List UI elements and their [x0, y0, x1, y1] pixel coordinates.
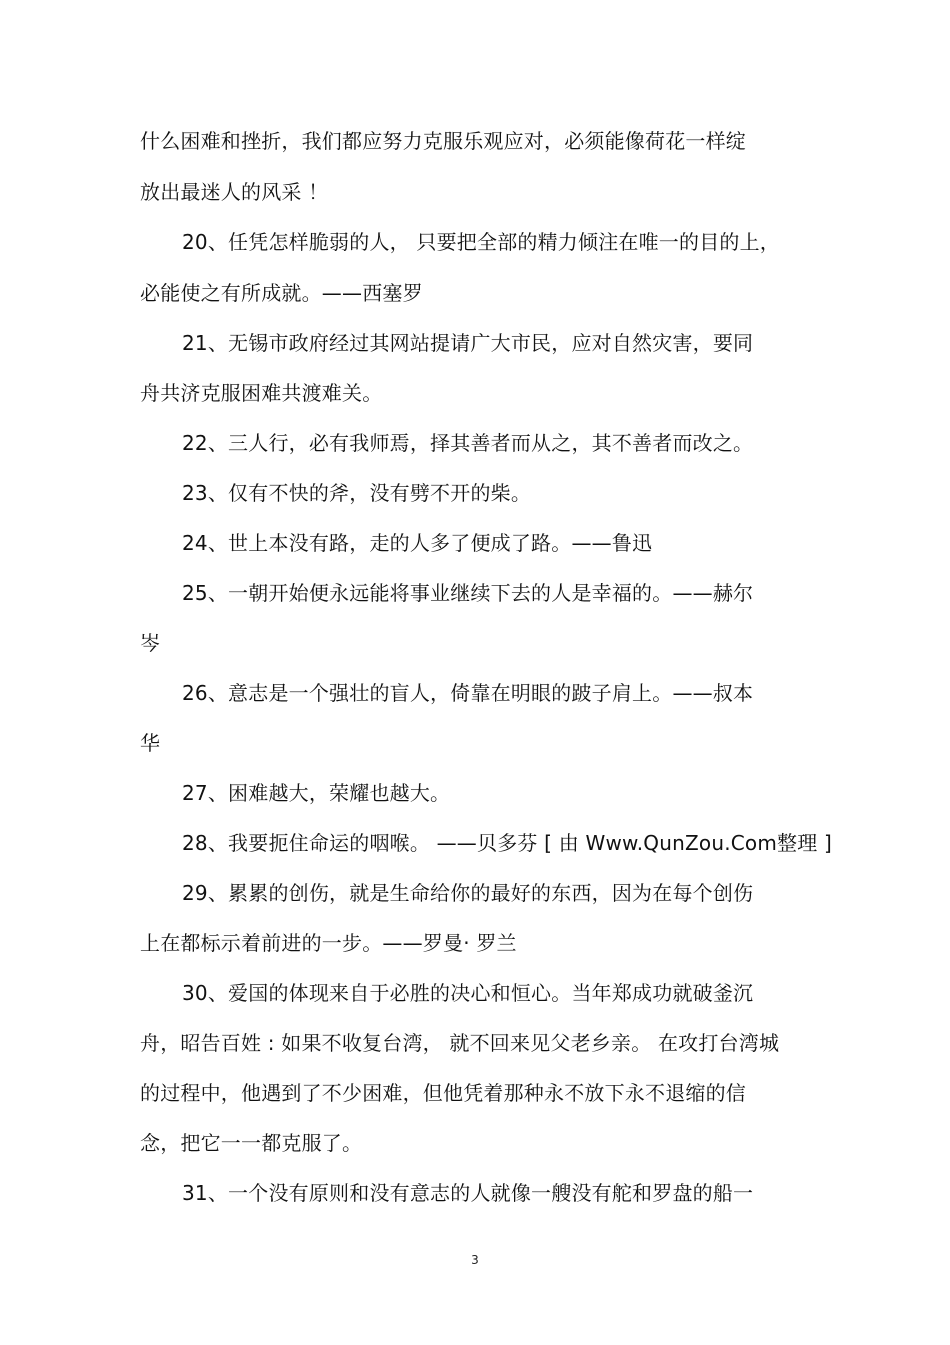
quote-30-line-3: 的过程中，他遇到了不少困难，但他凭着那种永不放下永不退缩的信	[140, 1081, 746, 1105]
quote-30-line-2: 舟，昭告百姓 : 如果不收复台湾， 就不回来见父老乡亲。 在攻打台湾城	[140, 1031, 780, 1055]
quote-30-line-4: 念，把它一一都克服了。	[140, 1131, 363, 1155]
quote-25-line-2: 岑	[140, 631, 161, 655]
quote-29-line-1: 29、累累的创伤，就是生命给你的最好的东西，因为在每个创伤	[182, 881, 754, 905]
quote-25-line-1: 25、一朝开始便永远能将事业继续下去的人是幸福的。——赫尔	[182, 581, 754, 605]
quote-26-line-2: 华	[140, 731, 161, 755]
quote-31-line-1: 31、一个没有原则和没有意志的人就像一艘没有舵和罗盘的船一	[182, 1181, 754, 1205]
quote-21-line-2: 舟共济克服困难共渡难关。	[140, 381, 383, 405]
text-line: 什么困难和挫折，我们都应努力克服乐观应对，必须能像荷花一样绽	[140, 129, 746, 153]
quote-22: 22、三人行，必有我师焉，择其善者而从之，其不善者而改之。	[182, 431, 754, 455]
quote-21-line-1: 21、无锡市政府经过其网站提请广大市民，应对自然灾害，要同	[182, 331, 754, 355]
quote-24: 24、世上本没有路，走的人多了便成了路。——鲁迅	[182, 531, 653, 555]
quote-23: 23、仅有不快的斧，没有劈不开的柴。	[182, 481, 532, 505]
quote-30-line-1: 30、爱国的体现来自于必胜的决心和恒心。当年郑成功就破釜沉	[182, 981, 754, 1005]
quote-27: 27、困难越大，荣耀也越大。	[182, 781, 451, 805]
page-number: 3	[471, 1253, 479, 1267]
quote-20-line-1: 20、任凭怎样脆弱的人， 只要把全部的精力倾注在唯一的目的上，	[182, 230, 781, 254]
quote-20-line-2: 必能使之有所成就。——西塞罗	[140, 281, 423, 305]
text-line: 放出最迷人的风采 ！	[140, 180, 329, 204]
quote-28: 28、我要扼住命运的咽喉。 ——贝多芬 [ 由 Www.QunZou.Com整理 ]	[182, 831, 833, 855]
quote-26-line-1: 26、意志是一个强壮的盲人，倚靠在明眼的跛子肩上。——叔本	[182, 681, 754, 705]
quote-29-line-2: 上在都标示着前进的一步。——罗曼· 罗兰	[140, 931, 517, 955]
